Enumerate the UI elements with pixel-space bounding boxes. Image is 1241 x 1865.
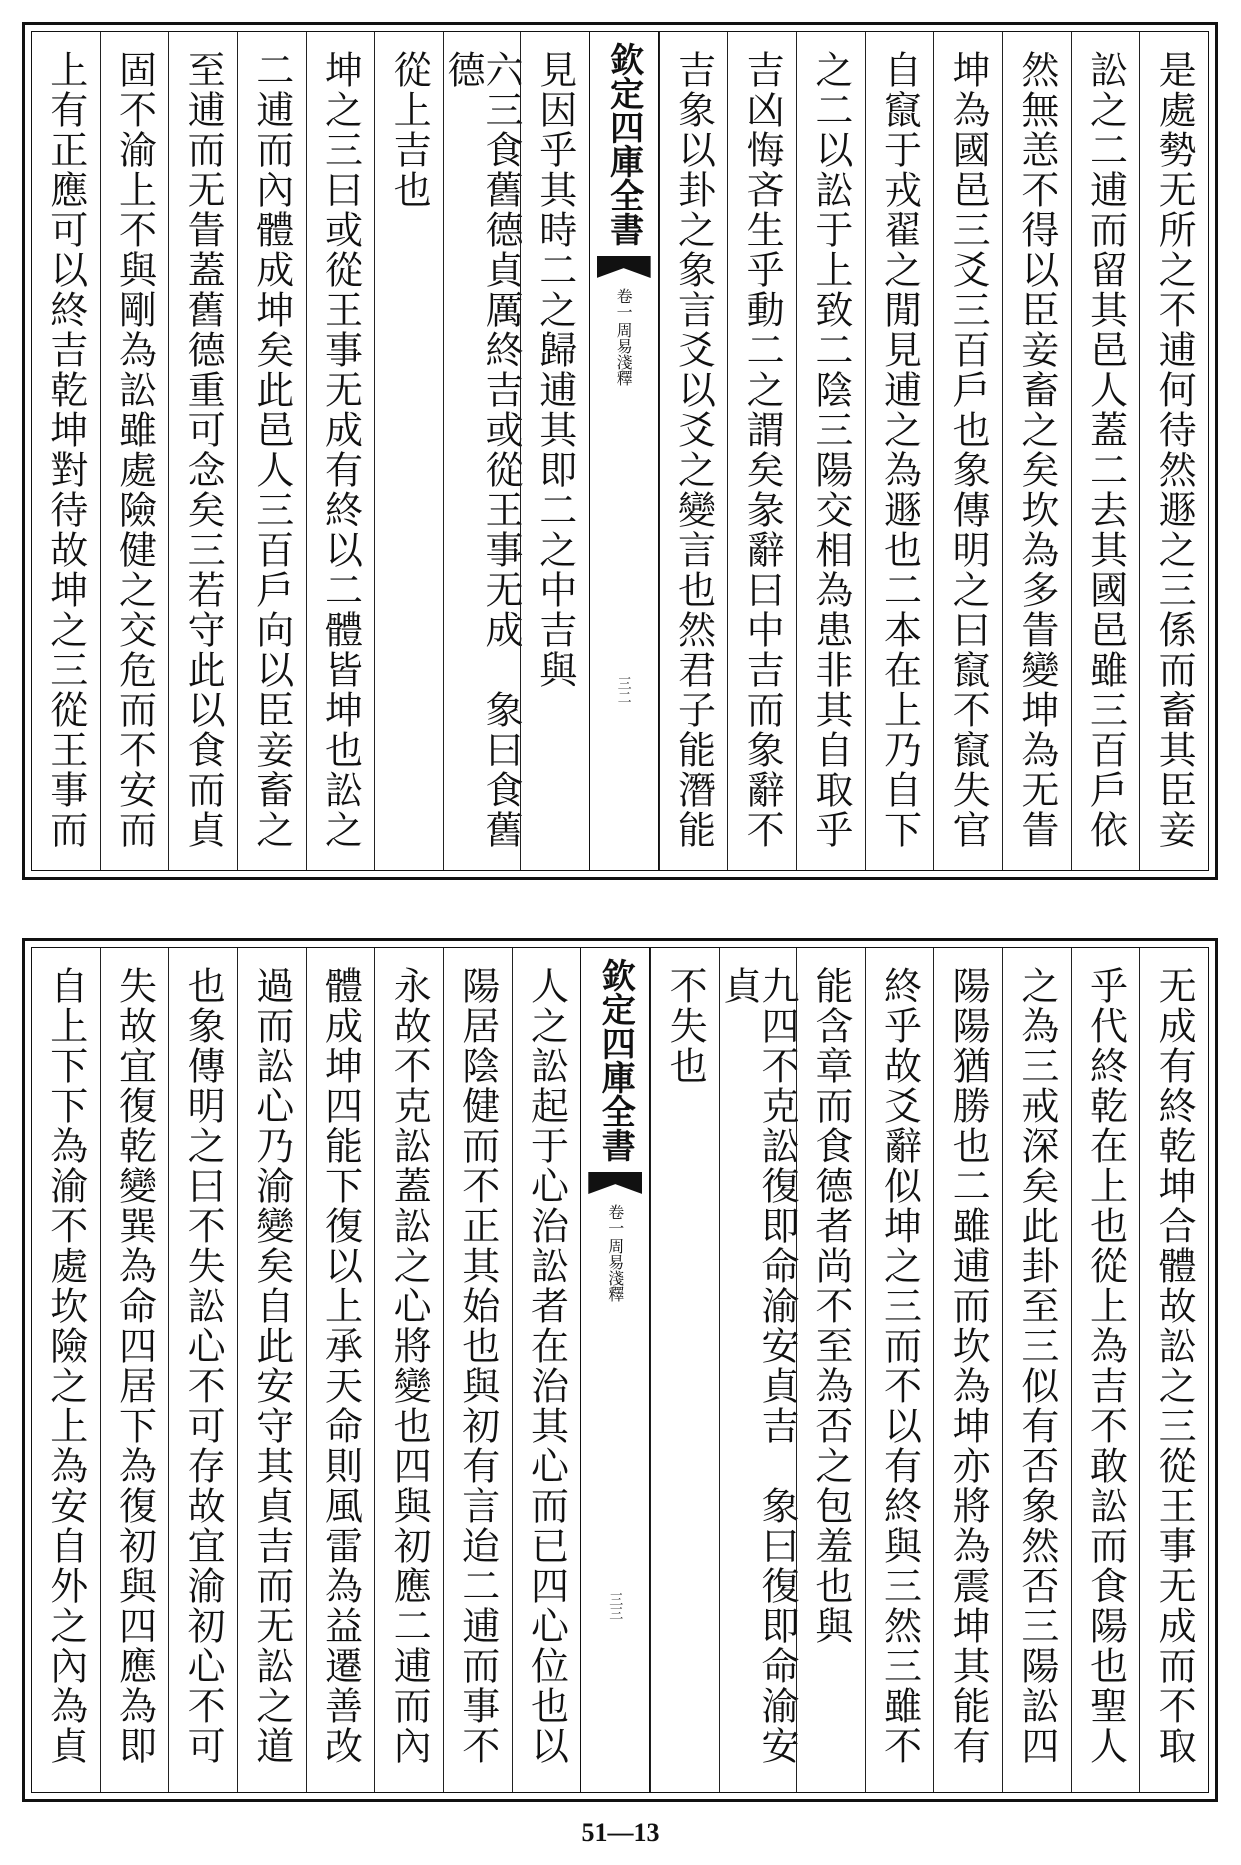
text-column: 六三食舊德貞厲終吉或從王事无成 象曰食舊德 (443, 32, 520, 870)
text-column: 不失也 (650, 948, 719, 1792)
text-column: 坤為國邑三爻三百戶也象傳明之曰竄不竄失官 (933, 32, 1002, 870)
upper-page (22, 22, 1218, 880)
lower-page-frame (31, 947, 1209, 1793)
text-column: 自上下下為渝不處坎險之上為安自外之內為貞 (43, 966, 88, 1766)
text-column: 坤之三曰或從王事无成有終以二體皆坤也訟之 (306, 32, 375, 870)
volume-title: 周易淺釋 (605, 1238, 625, 1302)
text-column: 无成有終乾坤合體故訟之三從王事无成而不取 (1139, 948, 1208, 1792)
text-column: 陽居陰健而不正其始也與初有言迨二逋而事不 (443, 948, 512, 1792)
text-column: 九四不克訟復即命渝安貞吉 象曰復即命渝安貞 (719, 948, 796, 1792)
text-column: 體成坤四能下復以上承天命則風雷為益遷善改 (306, 948, 375, 1792)
fishtail-mark-icon (597, 256, 651, 278)
text-column: 吉凶悔吝生乎動二之謂矣彖辭曰中吉而象辭不 (727, 32, 796, 870)
text-column: 能含章而食德者尚不至為否之包羞也與 (796, 948, 865, 1792)
folio-number: 三二 (615, 676, 632, 704)
chapter-label: 卷一 (614, 288, 634, 320)
folio-number: 三三 (607, 1592, 624, 1620)
text-column: 終乎故爻辭似坤之三而不以有終與三然三雖不 (865, 948, 934, 1792)
text-column: 從上吉也 (374, 32, 443, 870)
text-column: 然無恙不得以臣妾畜之矣坎為多眚變坤為无眚 (1002, 32, 1071, 870)
book-title: 欽定四庫全書 (595, 958, 636, 1162)
text-column: 是處勢无所之不逋何待然遯之三係而畜其臣妾 (1139, 32, 1208, 870)
fishtail-mark-icon (588, 1172, 642, 1194)
center-subtitle (604, 1204, 627, 1302)
text-column: 之為三戒深矣此卦至三似有否象然否三陽訟四 (1002, 948, 1071, 1792)
center-fold (580, 948, 650, 1792)
text-column: 吉象以卦之象言爻以爻之變言也然君子能潛能 (659, 32, 728, 870)
text-column: 永故不克訟蓋訟之心將變也四與初應二逋而內 (374, 948, 443, 1792)
chapter-label: 卷一 (605, 1204, 625, 1236)
text-column: 上有正應可以終吉乾坤對待故坤之三從王事而 (43, 50, 88, 850)
center-subtitle (612, 288, 635, 386)
text-column: 訟之二逋而留其邑人蓋二去其國邑雖三百戶依 (1071, 32, 1140, 870)
upper-page-frame (31, 31, 1209, 871)
page-footer-number: 51—13 (581, 1818, 660, 1847)
text-column: 人之訟起于心治訟者在治其心而已四心位也以 (512, 948, 581, 1792)
center-fold (589, 32, 659, 870)
text-column: 固不渝上不與剛為訟雖處險健之交危而不安而 (100, 32, 169, 870)
text-column: 見因乎其時二之歸逋其即二之中吉與 (520, 32, 589, 870)
text-column: 二逋而內體成坤矣此邑人三百戶向以臣妾畜之 (237, 32, 306, 870)
text-column: 失故宜復乾變巽為命四居下為復初與四應為即 (100, 948, 169, 1792)
text-column: 自竄于戎翟之閒見逋之為遯也二本在上乃自下 (865, 32, 934, 870)
text-column: 陽陽猶勝也二雖逋而坎為坤亦將為震坤其能有 (933, 948, 1002, 1792)
text-column: 乎代終乾在上也從上為吉不敢訟而食陽也聖人 (1071, 948, 1140, 1792)
book-title: 欽定四庫全書 (603, 42, 644, 246)
text-column: 至逋而无眚蓋舊德重可念矣三若守此以食而貞 (168, 32, 237, 870)
lower-page (22, 938, 1218, 1802)
volume-title: 周易淺釋 (614, 322, 634, 386)
text-column: 之二以訟于上致二陰三陽交相為患非其自取乎 (796, 32, 865, 870)
text-column: 也象傳明之曰不失訟心不可存故宜渝初心不可 (168, 948, 237, 1792)
text-column: 過而訟心乃渝變矣自此安守其貞吉而无訟之道 (237, 948, 306, 1792)
